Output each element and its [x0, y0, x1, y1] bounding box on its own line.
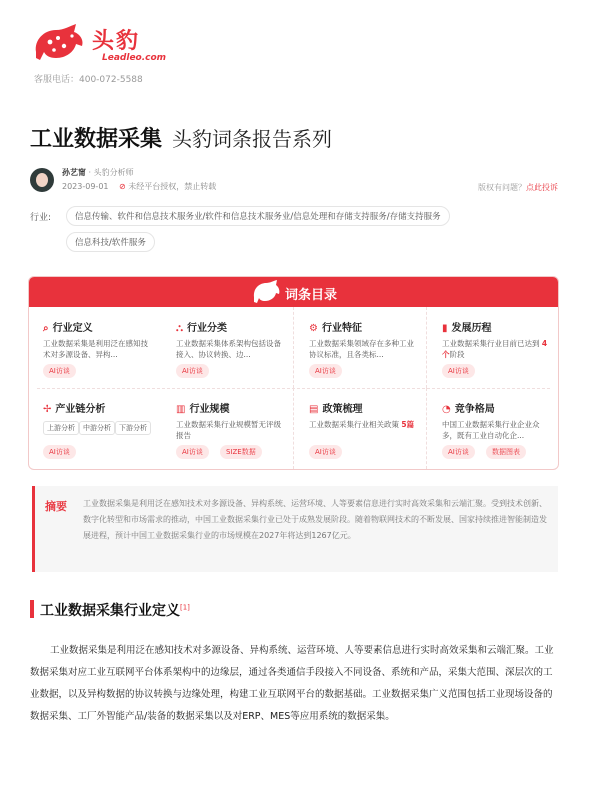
directory-item-title[interactable]: [176, 319, 227, 334]
directory-item[interactable]: [29, 307, 161, 388]
copyright-line: [478, 182, 558, 193]
report-link[interactable]: 点此投诉: [526, 183, 558, 192]
desc-text: 工业数据采集体系架构包括设备接入、协议转换、边...: [176, 339, 281, 359]
ai-tag-pill[interactable]: AI访谈: [309, 445, 342, 459]
directory-item-title[interactable]: [442, 400, 495, 415]
repost-notice: 未经平台授权，禁止转载: [128, 182, 217, 191]
directory-item-label: 行业规模: [189, 404, 230, 415]
directory-item-desc: [309, 338, 421, 360]
author-name[interactable]: 孙艺甯: [62, 168, 86, 177]
section-title: [40, 600, 190, 620]
org-chart-icon: ⛬: [176, 323, 183, 334]
ai-tag-pill[interactable]: AI访谈: [43, 364, 76, 378]
chain-stage-tag[interactable]: 中游分析: [79, 421, 115, 435]
desc-text: 工业数据采集行业相关政策: [309, 420, 402, 429]
pie-chart-icon: ◔: [442, 404, 451, 415]
directory-item-desc: [442, 338, 554, 360]
directory-panel: [28, 276, 559, 470]
directory-item-title[interactable]: [309, 400, 362, 415]
directory-item-label: 竞争格局: [454, 404, 495, 415]
author-role: 头豹分析师: [93, 168, 134, 177]
section-paragraph: [30, 640, 560, 728]
directory-item-title[interactable]: [43, 400, 105, 415]
ai-tag-pill[interactable]: AI访谈: [442, 445, 475, 459]
author-line: [62, 167, 134, 178]
directory-item-label: 产业链分析: [55, 404, 106, 415]
chain-stage-tag[interactable]: 下游分析: [115, 421, 151, 435]
directory-item-title[interactable]: [176, 400, 229, 415]
doc-subtitle: 头豹词条报告系列: [172, 127, 333, 151]
hotline-text: 客服电话：400-072-5588: [34, 75, 143, 85]
ai-tag-pill[interactable]: SIZE数据: [220, 445, 262, 459]
chain-icon: ✢: [43, 404, 52, 415]
directory-item-label: 行业定义: [52, 323, 93, 334]
section-body: 工业数据采集是利用泛在感知技术对多源设备、异构系统、运营环境、人等要素信息进行实时高效采集和云端汇聚。工业数据采集对应工业互联网平台体系架构中的边缘层，通过各类通信手段接入不同设备、系统和产品，采集大范围、深层次的工业数据，以及异构数据的协议转换与边缘处理，构建工业互联网平台的数据基础。工业数据采集广义范围包括工业现场设备的数据采集、工厂外智能产品/装备的数据采集以及对ERP、MES等应用系统的数据采集。: [30, 645, 554, 722]
no-repost-icon: ⊘: [119, 182, 126, 191]
chain-stage-tag[interactable]: 上游分析: [43, 421, 79, 435]
summary-label: 摘要: [45, 500, 67, 513]
directory-item-title[interactable]: [442, 319, 492, 334]
directory-title: 词条目录: [285, 288, 338, 303]
search-doc-icon: ⌕: [43, 323, 49, 334]
section-accent-bar: [30, 600, 34, 618]
desc-text: 工业数据采集行业规模暂无评级报告: [176, 420, 281, 440]
directory-item[interactable]: [29, 388, 161, 469]
directory-item[interactable]: [162, 388, 294, 469]
brand-domain: Leadleo.com: [102, 53, 167, 63]
directory-item[interactable]: [428, 307, 559, 388]
row-divider: [37, 388, 550, 389]
directory-item[interactable]: [428, 388, 559, 469]
desc-highlight: 4个: [442, 339, 548, 359]
policy-icon: ▤: [309, 404, 319, 415]
directory-item[interactable]: [295, 388, 427, 469]
features-icon: ⚙: [309, 323, 318, 334]
bar-chart-icon: ▥: [176, 404, 186, 415]
directory-item[interactable]: [162, 307, 294, 388]
directory-item-label: 发展历程: [451, 323, 492, 334]
industry-tag[interactable]: 信息传输、软件和信息技术服务业/软件和信息技术服务业/信息处理和存储支持服务/存储支持服务: [66, 206, 450, 226]
ai-tag-pill[interactable]: AI访谈: [176, 364, 209, 378]
summary-text: 工业数据采集是利用泛在感知技术对多源设备、异构系统、运营环境、人等要素信息进行实时高效采集和云端汇聚。受到技术创新、数字化转型和市场需求的推动，中国工业数据采集行业已处于成熟发展阶段。随着物联网技术的不断发展、国家持续推进智能制造发展进程，预计中国工业数据采集行业的市场规模在2027年将达到1267亿元。: [83, 499, 547, 540]
author-avatar[interactable]: [30, 168, 54, 192]
directory-item-label: 行业分类: [187, 323, 227, 334]
desc-text: 中国工业数据采集行业企业众多，既有工业自动化企...: [442, 420, 540, 440]
brand-logo[interactable]: [30, 20, 170, 70]
industry-tag[interactable]: 信息科技/软件服务: [66, 232, 155, 252]
summary-box: [32, 486, 558, 572]
publish-date: 2023-09-01: [62, 182, 109, 191]
brand-name: 头豹: [92, 29, 141, 54]
desc-text: 阶段: [449, 350, 465, 359]
history-icon: ▮: [442, 323, 448, 334]
directory-item-title[interactable]: [309, 319, 362, 334]
meta-line: [62, 181, 216, 192]
desc-text: 工业数据采集领域存在多种工业协议标准，且各类标...: [309, 339, 414, 359]
leopard-emblem-icon: [251, 279, 281, 305]
directory-item-title[interactable]: [43, 319, 93, 334]
desc-text: 工业数据采集是利用泛在感知技术对多源设备、异构...: [43, 339, 148, 359]
doc-title: 工业数据采集: [30, 127, 163, 152]
desc-text: 工业数据采集行业目前已达到: [442, 339, 542, 348]
directory-item-desc: [309, 419, 421, 430]
section-title-text: 工业数据采集行业定义: [40, 603, 180, 619]
ai-tag-pill[interactable]: AI访谈: [176, 445, 209, 459]
ai-tag-pill[interactable]: 数据图表: [486, 445, 526, 459]
directory-item-label: 行业特征: [321, 323, 362, 334]
directory-item-desc: [442, 419, 554, 441]
reference-marker[interactable]: [1]: [180, 603, 190, 612]
directory-item-desc: [176, 338, 288, 360]
industry-label: 行业:: [30, 213, 52, 223]
copyright-question: 版权有问题？: [478, 183, 526, 192]
directory-item-desc: [176, 419, 288, 441]
leopard-logo-icon: [30, 22, 86, 66]
directory-item-label: 政策梳理: [322, 404, 363, 415]
page-title: [30, 122, 332, 153]
directory-item-desc: [43, 338, 155, 360]
ai-tag-pill[interactable]: AI访谈: [309, 364, 342, 378]
desc-highlight: 5篇: [401, 420, 415, 429]
directory-item[interactable]: [295, 307, 427, 388]
ai-tag-pill[interactable]: AI访谈: [442, 364, 475, 378]
ai-tag-pill[interactable]: AI访谈: [43, 445, 76, 459]
directory-header: [29, 277, 558, 307]
author-separator: ·: [86, 168, 94, 177]
